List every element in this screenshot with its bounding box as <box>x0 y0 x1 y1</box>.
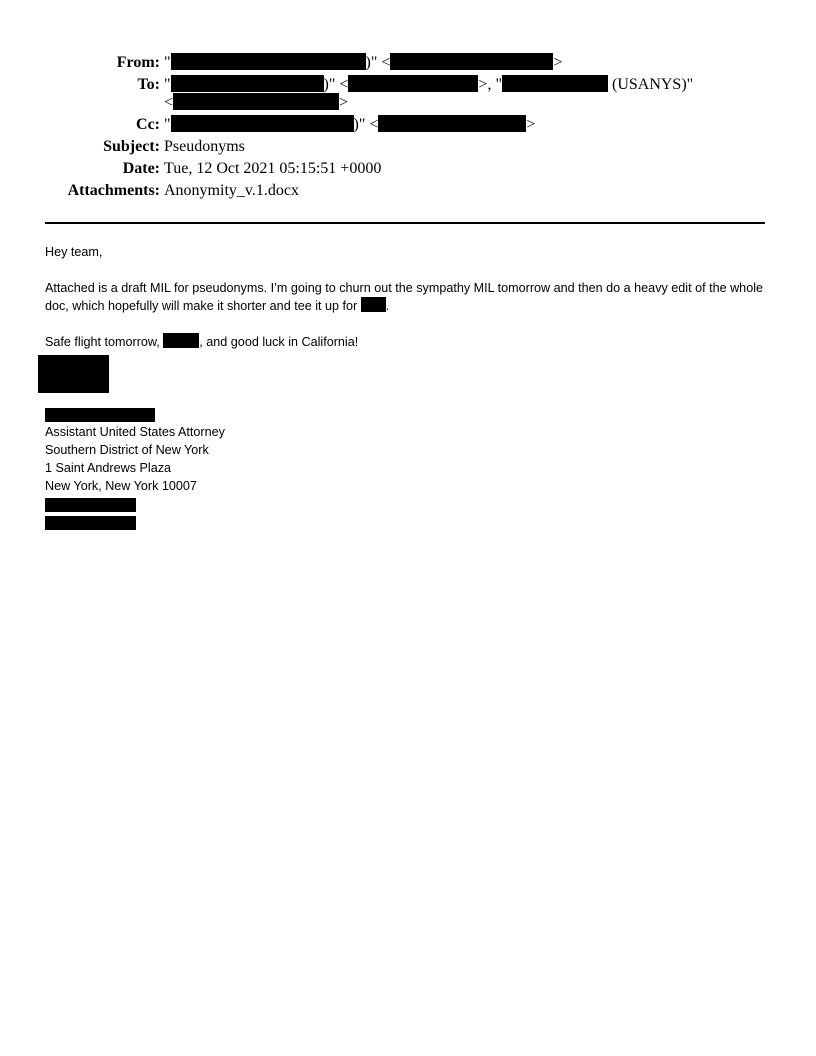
from-tail: > <box>553 54 563 71</box>
to-separator: )" < <box>323 76 349 93</box>
signature-title: Assistant United States Attorney <box>45 425 225 439</box>
from-value <box>164 52 562 74</box>
to-value-continued <box>164 92 348 114</box>
redacted-to-name-2 <box>502 75 608 92</box>
cc-tail: > <box>526 116 536 133</box>
redacted-signature-line <box>45 408 155 422</box>
attachments-label: Attachments: <box>67 182 160 199</box>
cc-separator: )" < <box>353 116 379 133</box>
redacted-from-email <box>390 53 553 70</box>
header-divider <box>45 222 765 224</box>
redacted-to-name-1 <box>171 75 324 92</box>
attachment-filename[interactable]: Anonymity_v.1.docx <box>164 182 299 199</box>
from-label: From: <box>116 54 160 71</box>
to-quote: " <box>164 76 171 93</box>
redacted-cc-email <box>378 115 526 132</box>
redacted-email <box>45 516 136 530</box>
paragraph-2-text: Safe flight tomorrow, <box>45 335 164 349</box>
signature-address-2: New York, New York 10007 <box>45 479 197 493</box>
date-row <box>0 158 816 180</box>
subject-label: Subject: <box>103 138 160 155</box>
subject-row <box>0 136 816 158</box>
cc-row <box>0 114 816 136</box>
cc-label: Cc: <box>136 116 160 133</box>
from-quote: " <box>164 54 171 71</box>
paragraph-2-end: , and good luck in California! <box>199 335 359 349</box>
redacted-to-email-1 <box>348 75 478 92</box>
to-bracket-open: < <box>164 94 174 111</box>
redacted-cc-name <box>171 115 354 132</box>
subject-value: Pseudonyms <box>164 138 245 155</box>
email-body <box>45 243 770 351</box>
body-paragraph-1 <box>45 279 770 315</box>
to-bracket-close: > <box>339 94 349 111</box>
paragraph-1-end: . <box>385 299 390 313</box>
redacted-signature-name <box>38 355 109 393</box>
attachments-row <box>0 180 816 202</box>
to-row-continued <box>0 92 816 114</box>
to-label: To: <box>137 76 160 93</box>
cc-quote: " <box>164 116 171 133</box>
to-org: (USANYS)" <box>607 76 694 93</box>
redacted-from-name <box>171 53 366 70</box>
body-paragraph-2 <box>45 333 770 351</box>
greeting: Hey team, <box>45 245 103 259</box>
paragraph-1-text: Attached is a draft MIL for pseudonyms. I’m going to churn out the sympathy MIL tomorrow and then do a heavy edit of the whole doc, which hopefully will make it shorter and tee it up for <box>45 281 763 313</box>
from-row <box>0 52 816 74</box>
redacted-to-email-2 <box>173 93 339 110</box>
signature-address-1: 1 Saint Andrews Plaza <box>45 461 172 475</box>
from-separator: )" < <box>365 54 391 71</box>
redacted-phone <box>45 498 136 512</box>
cc-value <box>164 114 535 136</box>
redacted-name-inline-2 <box>163 333 199 348</box>
signature-office: Southern District of New York <box>45 443 209 457</box>
redacted-name-inline <box>361 297 386 312</box>
date-label: Date: <box>122 160 160 177</box>
date-value: Tue, 12 Oct 2021 05:15:51 +0000 <box>164 160 382 177</box>
to-recipient-separator: >, " <box>478 76 502 93</box>
